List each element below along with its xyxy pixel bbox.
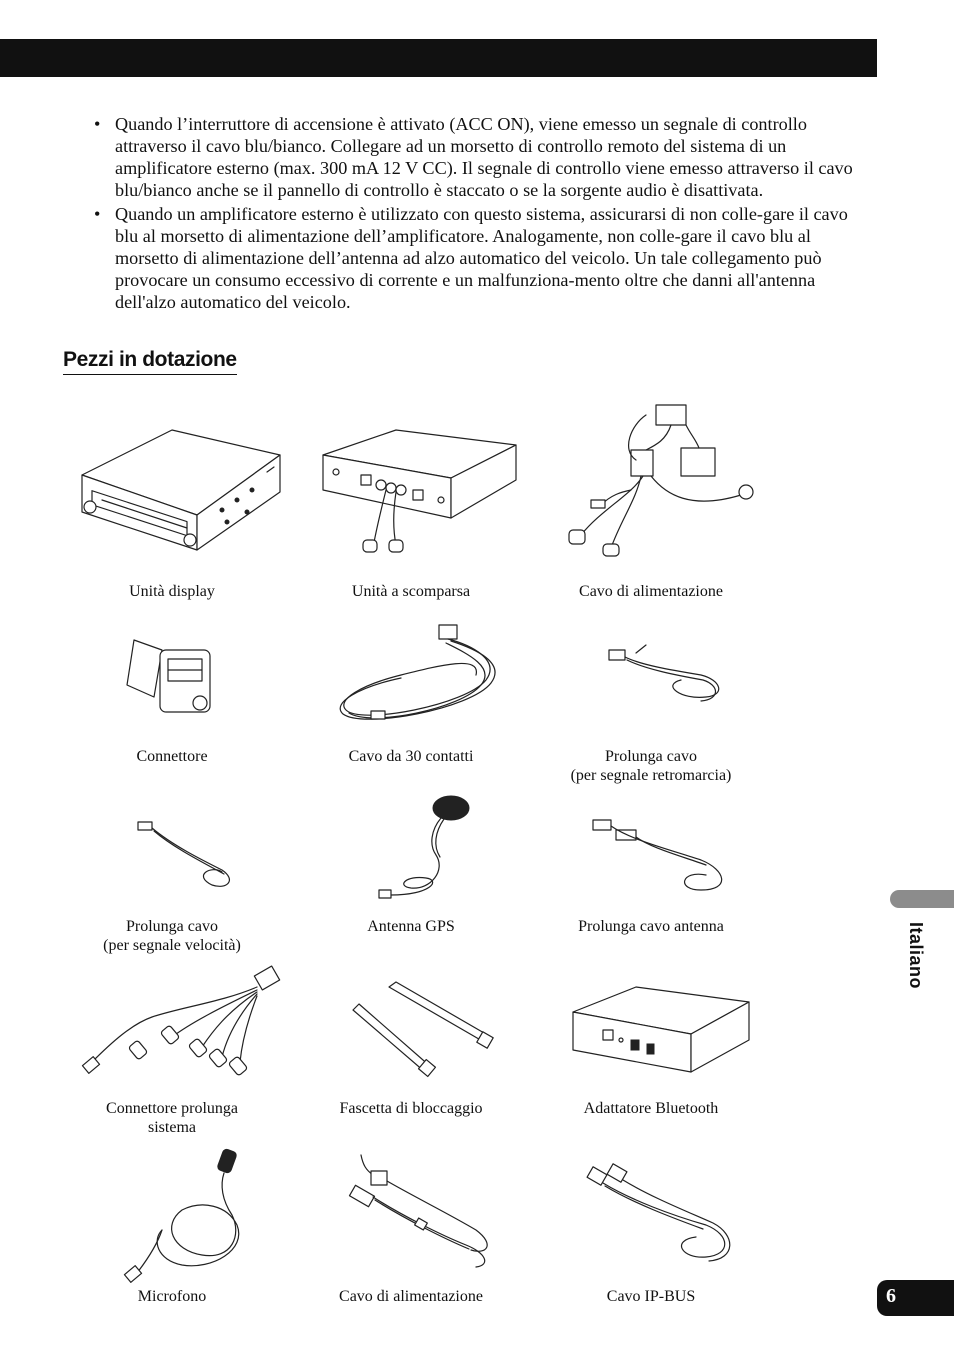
part-antenna-extension [531,790,771,935]
part-caption: Connettore [136,748,208,765]
part-caption: Cavo di alimentazione [579,583,723,600]
part-30-pin-cable [291,615,531,765]
part-power-cable-harness [531,400,771,600]
speed-signal-extension-cable-icon [62,790,282,900]
part-display-unit [52,400,292,600]
part-caption: Prolunga cavo (per segnale retromarcia) [570,748,732,784]
part-ip-bus-cable [531,1145,771,1305]
part-cable-tie [291,962,531,1117]
part-caption: Connettore prolunga sistema [106,1100,238,1136]
30-pin-cable-icon [301,615,521,725]
part-caption: Prolunga cavo (per segnale velocità) [103,918,241,954]
part-caption: Microfono [137,1288,207,1305]
bullet-symbol: • [94,204,101,224]
part-caption: Cavo di alimentazione [339,1288,483,1305]
connector-icon [62,615,282,725]
language-tab [890,890,954,908]
note-item [94,113,854,201]
bullet-symbol: • [94,114,101,134]
hideaway-unit-icon [301,400,521,560]
power-cable-harness-icon [541,400,761,560]
part-caption: Prolunga cavo antenna [578,918,724,935]
part-power-cable [291,1145,531,1305]
gps-antenna-icon [301,790,521,900]
microphone-icon [62,1145,282,1285]
ip-bus-cable-icon [541,1145,761,1285]
cable-tie-icon [301,962,521,1087]
display-unit-icon [62,400,282,560]
antenna-extension-cable-icon [541,790,761,900]
note-text: Quando un amplificatore esterno è utilizzato con questo sistema, assicurarsi di non colle-gare il cavo blu al morsetto di alimentazione dell’amplificatore. Analogamente, non colle-gare il cavo blu al morsetto di alimentazione dell’antenna ad alzo automatico del veicolo. Un tale collegamento può provocare un consumo eccessivo di corrente e un malfunziona-mento oltre che danni all'antenna dell'alzo automatico del veicolo. [115,204,848,312]
part-caption: Fascetta di bloccaggio [339,1100,483,1117]
part-gps-antenna [291,790,531,935]
notes-list [94,113,854,315]
language-label: Italiano [906,922,926,990]
part-reverse-signal-extension [531,615,771,784]
header-bar [0,39,877,77]
part-system-extension-connector [52,962,292,1136]
part-speed-signal-extension [52,790,292,954]
part-connector [52,615,292,765]
part-caption: Cavo IP-BUS [606,1288,696,1305]
power-cable-icon [301,1145,521,1285]
part-microphone [52,1145,292,1305]
part-hideaway-unit [291,400,531,600]
part-caption: Unità display [129,583,215,600]
section-title: Pezzi in dotazione [63,347,237,375]
page-number: 6 [886,1285,896,1307]
reverse-signal-extension-cable-icon [541,615,761,725]
system-extension-connector-icon [62,962,282,1087]
page-number-tab [877,1280,954,1316]
bluetooth-adapter-icon [541,962,761,1087]
part-caption: Cavo da 30 contatti [348,748,474,765]
part-bluetooth-adapter [531,962,771,1117]
part-caption: Antenna GPS [367,918,455,935]
note-item [94,203,854,313]
part-caption: Adattatore Bluetooth [583,1100,719,1117]
note-text: Quando l’interruttore di accensione è attivato (ACC ON), viene emesso un segnale di controllo attraverso il cavo blu/bianco. Collegare ad un morsetto di controllo remoto del sistema di un amplificatore esterno (max. 300 mA 12 V CC). Il segnale di controllo viene emesso attraverso il cavo blu/bianco anche se il pannello di controllo è staccato o se la sorgente audio è disattivata. [115,114,853,200]
part-caption: Unità a scomparsa [351,583,471,600]
